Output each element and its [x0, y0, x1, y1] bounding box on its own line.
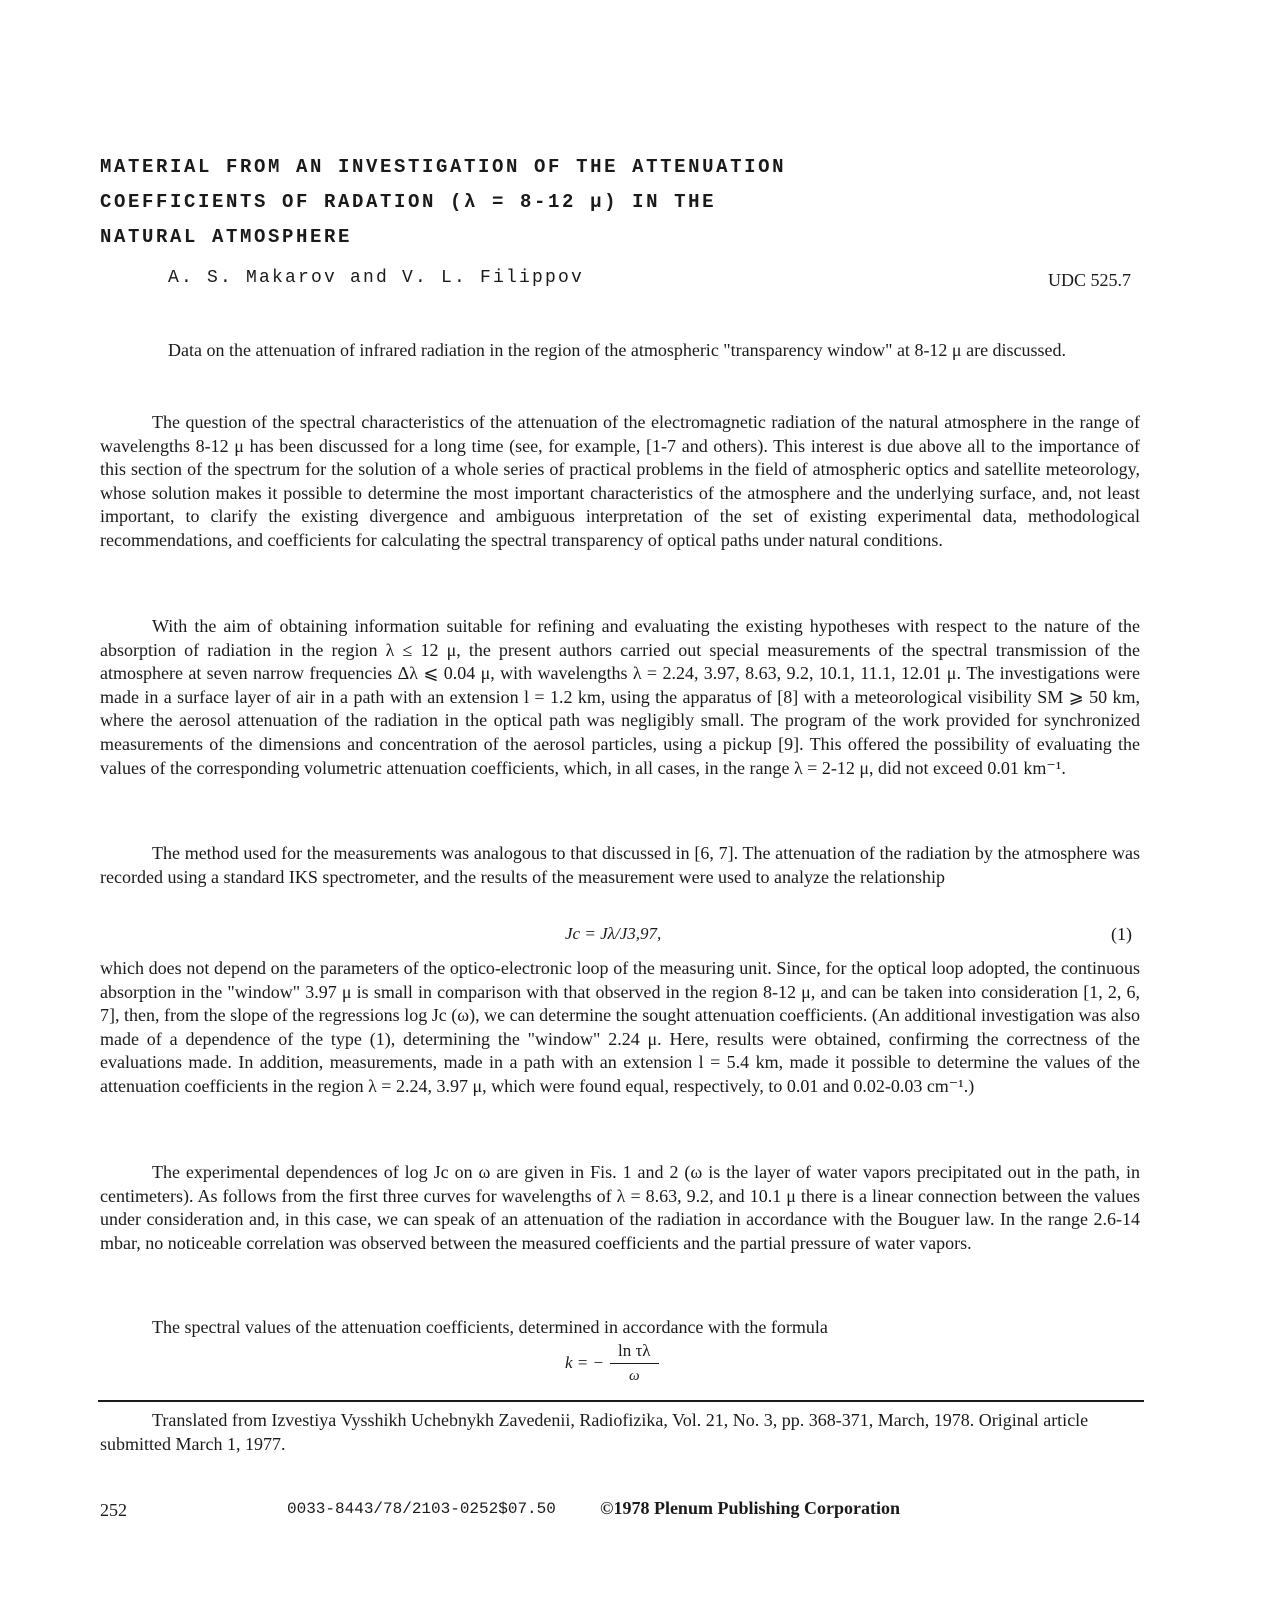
- paragraph-measurements: With the aim of obtaining information suitable for refining and evaluating the existing hypotheses with respect to the nature of the absorption of radiation in the region λ ≤ 12 μ, the present authors carried out special measurements of the spectral transmission of the atmosphere at seven narrow frequencies Δλ ⩽ 0.04 μ, with wavelengths λ = 2.24, 3.97, 8.63, 9.2, 10.1, 11.1, 12.01 μ. The investigations were made in a surface layer of air in a path with an extension l = 1.2 km, using the apparatus of [8] with a meteorological visibility SM ⩾ 50 km, where the aerosol attenuation of the radiation in the optical path was negligibly small. The program of the work provided for synchronized measurements of the dimensions and concentration of the aerosol particles, using a pickup [9]. This offered the possibility of evaluating the values of the corresponding volumetric attenuation coefficients, which, in all cases, in the range λ = 2-12 μ, did not exceed 0.01 km⁻¹.: [100, 616, 1140, 778]
- footnote-divider: [98, 1400, 1144, 1402]
- equation-2-fraction: [610, 1341, 659, 1385]
- equation-2: [565, 1341, 659, 1385]
- equation-2-denominator: ω: [628, 1368, 640, 1384]
- equation-2-numerator: ln τλ: [610, 1341, 659, 1364]
- authors: A. S. Makarov and V. L. Filippov: [168, 268, 585, 288]
- article-title: [100, 150, 1000, 255]
- title-line-1: MATERIAL FROM AN INVESTIGATION OF THE ATTENUATION: [100, 156, 787, 178]
- paragraph-loop: which does not depend on the parameters of the optico-electronic loop of the measuring unit. Since, for the optical loop adopted, the continuous absorption in the "window" 3.97 μ is small in comparison with that observed in the region 8-12 μ, and can be taken into consideration [1, 2, 6, 7], then, from the slope of the regressions log Jc (ω), we can determine the sought attenuation coefficients. (An additional investigation was also made of a dependence of the type (1), determining the "window" 2.24 μ. Here, results were obtained, confirming the correctness of the evaluations made. In addition, measurements, made in a path with an extension l = 5.4 km, made it possible to determine the values of the attenuation coefficients in the region λ = 2.24, 3.97 μ, which were found equal, respectively, to 0.01 and 0.02-0.03 cm⁻¹.): [100, 958, 1140, 1096]
- paragraph-dependences: The experimental dependences of log Jc on ω are given in Fis. 1 and 2 (ω is the layer of water vapors precipitated out in the path, in centimeters). As follows from the first three curves for wavelengths of λ = 8.63, 9.2, and 10.1 μ there is a linear connection between the values under consideration and, in this case, we can speak of an attenuation of the radiation in accordance with the Bouguer law. In the range 2.6-14 mbar, no noticeable correlation was observed between the measured coefficients and the partial pressure of water vapors.: [100, 1162, 1140, 1253]
- equation-2-lhs: k = −: [565, 1353, 604, 1372]
- copyright-notice: ©1978 Plenum Publishing Corporation: [600, 1498, 900, 1518]
- page-number: 252: [100, 1500, 127, 1520]
- paragraph-spectral-values: The spectral values of the attenuation coefficients, determined in accordance with the formula: [152, 1317, 828, 1337]
- title-line-2: COEFFICIENTS OF RADATION (λ = 8-12 μ) IN THE: [100, 191, 717, 213]
- paragraph-method: The method used for the measurements was analogous to that discussed in [6, 7]. The attenuation of the radiation by the atmosphere was recorded using a standard IKS spectrometer, and the results of the measurement were used to analyze the relationship: [100, 843, 1140, 887]
- publication-code: 0033-8443/78/2103-0252$07.50: [287, 1500, 556, 1518]
- title-line-3: NATURAL ATMOSPHERE: [100, 226, 353, 248]
- equation-1-formula: Jc = Jλ/J3,97,: [565, 924, 662, 943]
- abstract: Data on the attenuation of infrared radiation in the region of the atmospheric "transparency window" at 8-12 μ are discussed.: [168, 340, 1067, 360]
- paragraph-intro: The question of the spectral characteristics of the attenuation of the electromagnetic radiation of the natural atmosphere in the range of wavelengths 8-12 μ has been discussed for a long time (see, for example, [1-7 and others). This interest is due above all to the importance of this section of the spectrum for the solution of a whole series of practical problems in the field of atmospheric optics and satellite meteorology, whose solution makes it possible to determine the most important characteristics of the atmosphere and the underlying surface, and, not least important, to clarify the existing divergence and ambiguous interpretation of the set of existing experimental data, methodological recommendations, and coefficients for calculating the spectral transparency of optical paths under natural conditions.: [100, 412, 1140, 550]
- udc-code: UDC 525.7: [1047, 270, 1131, 290]
- translation-footnote: Translated from Izvestiya Vysshikh Uchebnykh Zavedenii, Radiofizika, Vol. 21, No. 3, pp. 368-371, March, 1978. Original article submitted March 1, 1977.: [100, 1410, 1089, 1454]
- equation-1-number: (1): [1111, 924, 1132, 944]
